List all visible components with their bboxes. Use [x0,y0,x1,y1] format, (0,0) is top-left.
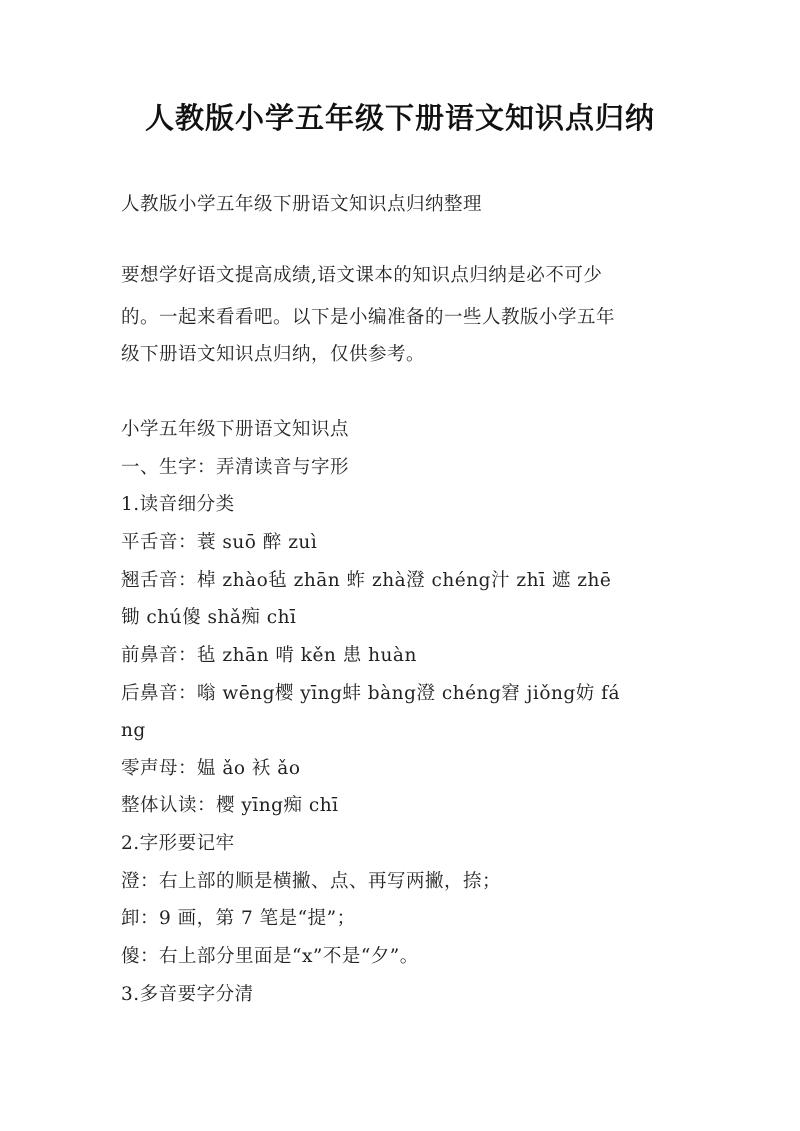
intro-line: 级下册语文知识点归纳，仅供参考。 [121,344,426,365]
subsection-heading: 2.字形要记牢 [121,833,235,854]
document-title: 人教版小学五年级下册语文知识点归纳 [144,101,655,135]
body-line: 锄 chú傻 shǎ痴 chī [121,607,297,628]
body-line: 平舌音：蓑 suō 醉 zuì [121,532,318,553]
section-heading: 一、生字：弄清读音与字形 [121,457,350,478]
body-line: 澄：右上部的顺是横撇、点、再写两撇，捺； [121,871,502,892]
intro-line: 要想学好语文提高成绩,语文课本的知识点归纳是必不可少 [121,265,603,286]
body-line: ng [121,720,146,741]
body-line: 后鼻音：嗡 wēng樱 yīng蚌 bàng澄 chéng窘 jiǒng妨 fá [121,683,620,704]
subsection-heading: 1.读音细分类 [121,494,235,515]
body-line: 前鼻音：毡 zhān 啃 kěn 患 huàn [121,645,417,666]
body-line: 傻：右上部分里面是“x”不是“夕”。 [121,946,419,967]
body-line: 卸：9 画，第 7 笔是“提”； [121,908,356,929]
body-line: 翘舌音：棹 zhào毡 zhān 蚱 zhà澄 chéng汁 zhī 遮 zhē [121,570,612,591]
document-subtitle: 人教版小学五年级下册语文知识点归纳整理 [121,194,483,215]
intro-line: 的。一起来看看吧。以下是小编准备的一些人教版小学五年 [121,307,616,328]
body-line: 零声母：媪 ǎo 袄 ǎo [121,758,301,779]
section-heading: 小学五年级下册语文知识点 [121,419,350,440]
subsection-heading: 3.多音要字分清 [121,984,254,1005]
body-line: 整体认读：樱 yīng痴 chī [121,795,339,816]
